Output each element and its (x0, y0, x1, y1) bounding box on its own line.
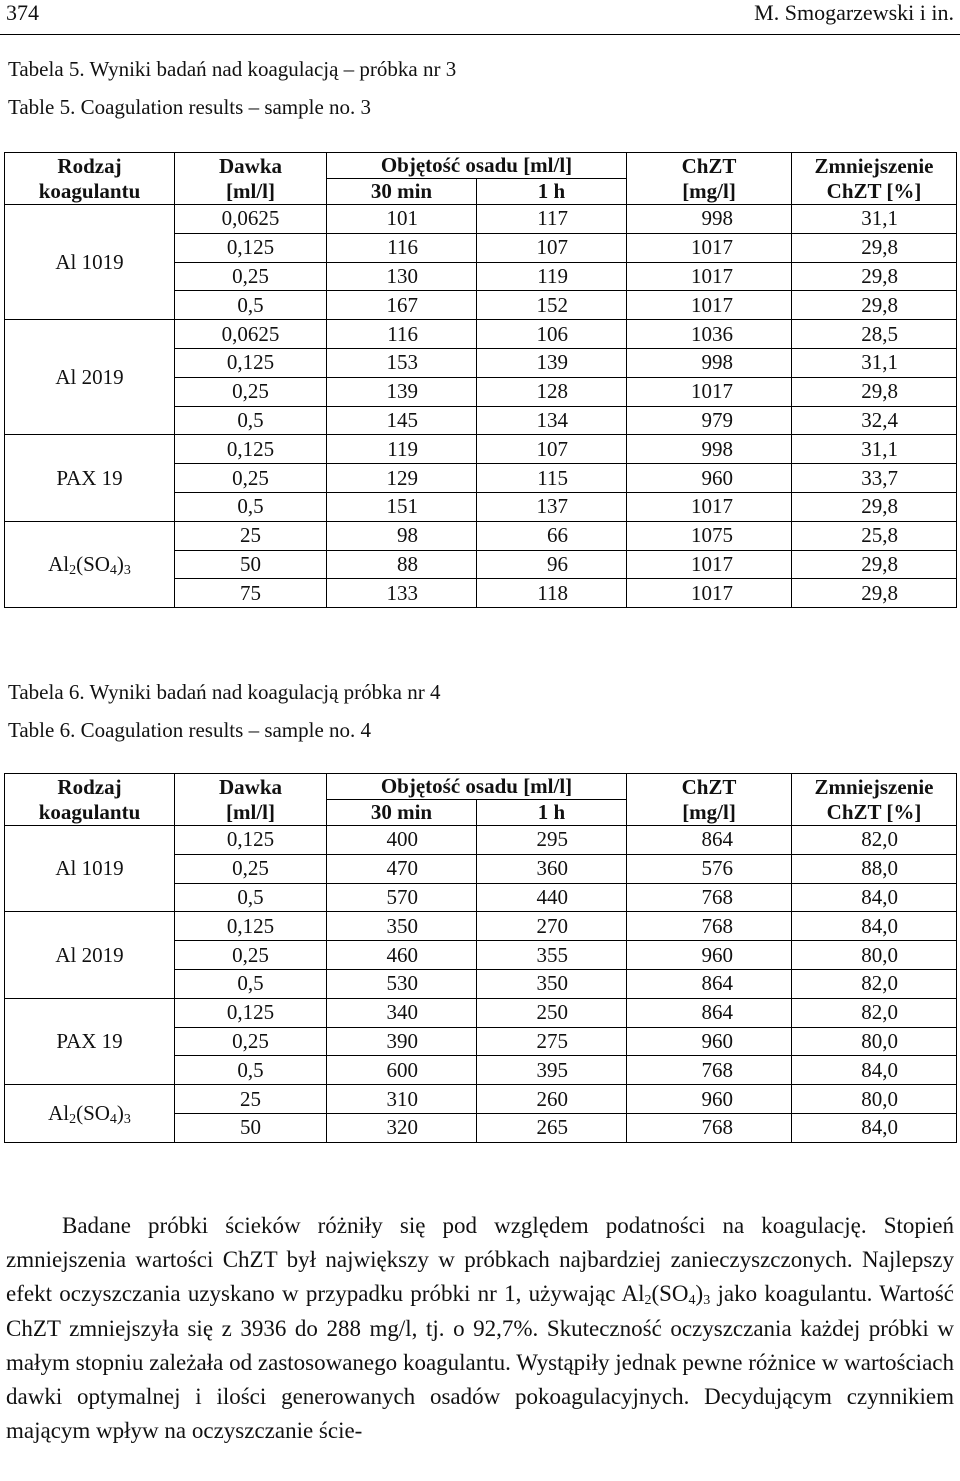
vol1h-cell: 66 (477, 521, 627, 550)
chzt-cell: 768 (627, 1056, 792, 1085)
dose-cell: 0,25 (175, 464, 327, 493)
vol1h-cell: 107 (477, 233, 627, 262)
chzt-cell: 1017 (627, 291, 792, 320)
reduction-cell: 33,7 (792, 464, 957, 493)
vol1h-cell: 115 (477, 464, 627, 493)
chzt-cell: 979 (627, 406, 792, 435)
chzt-cell: 960 (627, 1085, 792, 1114)
chzt-cell: 960 (627, 941, 792, 970)
coagulant-cell: $Al_2(SO_4)_3$ (5, 1085, 175, 1143)
vol1h-cell: 360 (477, 854, 627, 883)
chzt-cell: 768 (627, 883, 792, 912)
header-reduction: Zmniejszenie ChZT [%] (792, 153, 957, 205)
reduction-cell: 32,4 (792, 406, 957, 435)
chzt-cell: 1017 (627, 233, 792, 262)
vol1h-cell: 295 (477, 826, 627, 855)
coagulant-cell: $Al_2(SO_4)_3$ (5, 521, 175, 607)
reduction-cell: 84,0 (792, 912, 957, 941)
dose-cell: 0,125 (175, 826, 327, 855)
header-1h: 1 h (477, 179, 627, 205)
vol30-cell: 153 (327, 348, 477, 377)
vol1h-cell: 395 (477, 1056, 627, 1085)
header-coagulant: Rodzaj koagulantu (5, 153, 175, 205)
dose-cell: 0,5 (175, 406, 327, 435)
table5-caption-pl: Tabela 5. Wyniki badań nad koagulacją – próbka nr 3 (8, 57, 457, 81)
coagulant-cell: Al 2019 (5, 912, 175, 998)
reduction-cell: 84,0 (792, 1056, 957, 1085)
page-header (0, 0, 960, 35)
vol30-cell: 130 (327, 262, 477, 291)
dose-cell: 0,5 (175, 969, 327, 998)
reduction-cell: 29,8 (792, 377, 957, 406)
vol30-cell: 340 (327, 998, 477, 1027)
table6-caption-pl: Tabela 6. Wyniki badań nad koagulacją próbka nr 4 (8, 680, 441, 704)
reduction-cell: 29,8 (792, 233, 957, 262)
running-authors: M. Smogarzewski i in. (754, 0, 954, 25)
reduction-cell: 84,0 (792, 883, 957, 912)
chzt-cell: 1075 (627, 521, 792, 550)
dose-cell: 0,0625 (175, 205, 327, 234)
header-sludge-volume: Objętość osadu [ml/l] (327, 774, 627, 800)
vol30-cell: 470 (327, 854, 477, 883)
chzt-cell: 998 (627, 205, 792, 234)
coagulant-cell: PAX 19 (5, 435, 175, 521)
vol1h-cell: 117 (477, 205, 627, 234)
reduction-cell: 29,8 (792, 262, 957, 291)
vol1h-cell: 260 (477, 1085, 627, 1114)
dose-cell: 0,25 (175, 377, 327, 406)
vol1h-cell: 250 (477, 998, 627, 1027)
reduction-cell: 25,8 (792, 521, 957, 550)
vol1h-cell: 265 (477, 1113, 627, 1142)
dose-cell: 0,5 (175, 1056, 327, 1085)
header-coagulant: Rodzaj koagulantu (5, 774, 175, 826)
table5 (4, 152, 957, 608)
table-row (5, 998, 957, 1027)
header-30min: 30 min (327, 800, 477, 826)
reduction-cell: 28,5 (792, 320, 957, 349)
coagulant-cell: Al 1019 (5, 205, 175, 320)
vol30-cell: 310 (327, 1085, 477, 1114)
dose-cell: 0,25 (175, 262, 327, 291)
reduction-cell: 29,8 (792, 579, 957, 608)
chzt-cell: 576 (627, 854, 792, 883)
reduction-cell: 29,8 (792, 492, 957, 521)
chzt-cell: 864 (627, 826, 792, 855)
vol1h-cell: 270 (477, 912, 627, 941)
vol30-cell: 350 (327, 912, 477, 941)
reduction-cell: 80,0 (792, 1027, 957, 1056)
reduction-cell: 82,0 (792, 826, 957, 855)
vol1h-cell: 355 (477, 941, 627, 970)
reduction-cell: 88,0 (792, 854, 957, 883)
header-sludge-volume: Objętość osadu [ml/l] (327, 153, 627, 179)
vol1h-cell: 350 (477, 969, 627, 998)
reduction-cell: 80,0 (792, 1085, 957, 1114)
table6 (4, 773, 957, 1143)
vol1h-cell: 139 (477, 348, 627, 377)
table-row (5, 205, 957, 234)
table-row (5, 435, 957, 464)
dose-cell: 0,125 (175, 348, 327, 377)
vol1h-cell: 96 (477, 550, 627, 579)
chzt-cell: 1017 (627, 579, 792, 608)
vol30-cell: 139 (327, 377, 477, 406)
reduction-cell: 31,1 (792, 435, 957, 464)
coagulant-cell: PAX 19 (5, 998, 175, 1084)
vol30-cell: 400 (327, 826, 477, 855)
table-row (5, 912, 957, 941)
vol30-cell: 101 (327, 205, 477, 234)
vol1h-cell: 137 (477, 492, 627, 521)
header-chzt: ChZT [mg/l] (627, 774, 792, 826)
header-chzt: ChZT [mg/l] (627, 153, 792, 205)
coagulant-cell: Al 1019 (5, 826, 175, 912)
header-dose: Dawka [ml/l] (175, 774, 327, 826)
vol30-cell: 116 (327, 233, 477, 262)
dose-cell: 0,125 (175, 998, 327, 1027)
vol1h-cell: 128 (477, 377, 627, 406)
vol1h-cell: 119 (477, 262, 627, 291)
vol30-cell: 129 (327, 464, 477, 493)
vol30-cell: 530 (327, 969, 477, 998)
vol30-cell: 167 (327, 291, 477, 320)
vol1h-cell: 440 (477, 883, 627, 912)
table-row (5, 320, 957, 349)
dose-cell: 0,0625 (175, 320, 327, 349)
reduction-cell: 29,8 (792, 291, 957, 320)
coagulant-cell: Al 2019 (5, 320, 175, 435)
chzt-cell: 768 (627, 912, 792, 941)
table-row (5, 1085, 957, 1114)
dose-cell: 25 (175, 1085, 327, 1114)
chzt-cell: 960 (627, 1027, 792, 1056)
dose-cell: 0,25 (175, 854, 327, 883)
vol30-cell: 119 (327, 435, 477, 464)
vol1h-cell: 275 (477, 1027, 627, 1056)
chzt-cell: 1036 (627, 320, 792, 349)
dose-cell: 25 (175, 521, 327, 550)
reduction-cell: 29,8 (792, 550, 957, 579)
dose-cell: 0,5 (175, 492, 327, 521)
reduction-cell: 84,0 (792, 1113, 957, 1142)
vol1h-cell: 118 (477, 579, 627, 608)
vol30-cell: 390 (327, 1027, 477, 1056)
body-paragraph: Badane próbki ścieków różniły się pod względem podatności na koagulację. Stopień zmniejszenia wartości ChZT był największy w próbkach najbardziej zanieczyszczonych. Najlepszy efekt oczyszczania uzyskano w przypadku próbki nr 1, używając $Al_2(SO_4)_3$ jako koagulantu. Wartość ChZT zmniejszyła się z 3936 do 288 mg/l, tj. o 92,7%. Skuteczność oczyszczania każdej próbki w małym stopniu zależała od zastosowanego koagulantu. Wystąpiły jednak pewne różnice w wartościach dawki optymalnej i ilości generowanych osadów pokoagulacyjnych. Decydującym czynnikiem mającym wpływ na oczyszczanie ście- (6, 1213, 954, 1444)
dose-cell: 0,25 (175, 941, 327, 970)
vol30-cell: 151 (327, 492, 477, 521)
dose-cell: 75 (175, 579, 327, 608)
vol1h-cell: 106 (477, 320, 627, 349)
vol1h-cell: 107 (477, 435, 627, 464)
chzt-cell: 960 (627, 464, 792, 493)
vol30-cell: 88 (327, 550, 477, 579)
dose-cell: 50 (175, 1113, 327, 1142)
table-row (5, 826, 957, 855)
dose-cell: 0,125 (175, 233, 327, 262)
chzt-cell: 1017 (627, 550, 792, 579)
vol30-cell: 320 (327, 1113, 477, 1142)
dose-cell: 0,5 (175, 291, 327, 320)
chzt-cell: 768 (627, 1113, 792, 1142)
chzt-cell: 1017 (627, 262, 792, 291)
dose-cell: 0,125 (175, 435, 327, 464)
vol30-cell: 600 (327, 1056, 477, 1085)
chzt-cell: 1017 (627, 492, 792, 521)
table-row (5, 521, 957, 550)
dose-cell: 50 (175, 550, 327, 579)
header-reduction: Zmniejszenie ChZT [%] (792, 774, 957, 826)
reduction-cell: 82,0 (792, 998, 957, 1027)
vol30-cell: 145 (327, 406, 477, 435)
chzt-cell: 998 (627, 348, 792, 377)
chzt-cell: 998 (627, 435, 792, 464)
vol30-cell: 116 (327, 320, 477, 349)
chzt-cell: 864 (627, 998, 792, 1027)
dose-cell: 0,125 (175, 912, 327, 941)
vol30-cell: 460 (327, 941, 477, 970)
reduction-cell: 82,0 (792, 969, 957, 998)
page-number: 374 (6, 0, 39, 25)
vol1h-cell: 134 (477, 406, 627, 435)
dose-cell: 0,5 (175, 883, 327, 912)
chzt-cell: 1017 (627, 377, 792, 406)
vol30-cell: 570 (327, 883, 477, 912)
header-dose: Dawka [ml/l] (175, 153, 327, 205)
vol30-cell: 133 (327, 579, 477, 608)
chzt-cell: 864 (627, 969, 792, 998)
header-1h: 1 h (477, 800, 627, 826)
vol30-cell: 98 (327, 521, 477, 550)
reduction-cell: 31,1 (792, 348, 957, 377)
header-30min: 30 min (327, 179, 477, 205)
dose-cell: 0,25 (175, 1027, 327, 1056)
reduction-cell: 31,1 (792, 205, 957, 234)
table5-caption-en: Table 5. Coagulation results – sample no. 3 (8, 95, 372, 119)
vol1h-cell: 152 (477, 291, 627, 320)
reduction-cell: 80,0 (792, 941, 957, 970)
table6-caption-en: Table 6. Coagulation results – sample no. 4 (8, 718, 372, 742)
